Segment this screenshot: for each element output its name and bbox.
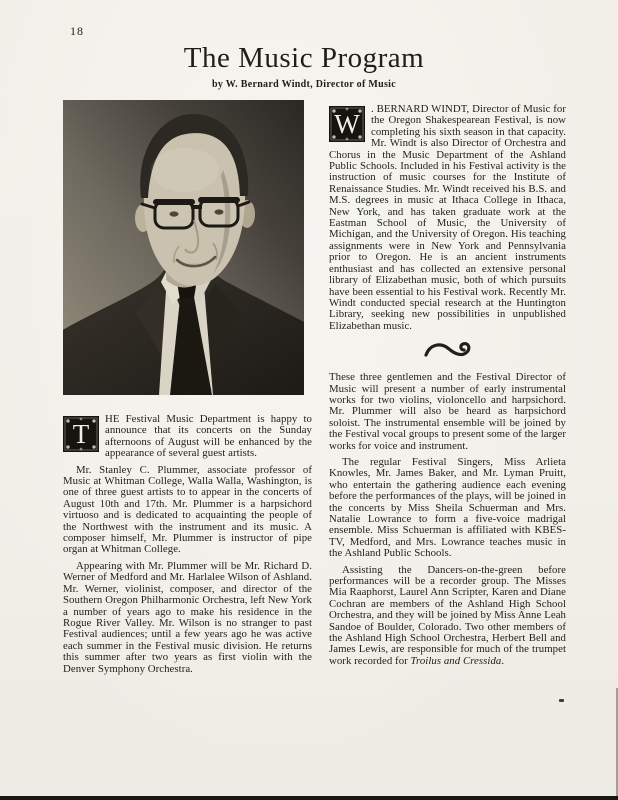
portrait-photo <box>63 100 304 395</box>
portrait-photo-illustration <box>63 100 304 395</box>
swash-divider-icon <box>329 338 566 364</box>
right-column <box>329 104 566 672</box>
paragraph-text: Assisting the Dancers-on-the-green before performances will be a recorder group. The Misses Mia Raaphorst, Laurel Ann Scripter, Karen and Diane Cochran are members of the Ashland High School Orchestra, and they will be joined by Miss Anne Leah Sandoe of Boulder, Colorado. Two other members of the Ashland High School Orchestra, Herbert Bell and James Lewis, are responsible for much of the trumpet work recorded for <box>329 563 566 667</box>
paragraph-festival-singers: The regular Festival Singers, Miss Arlieta Knowles, Mr. James Baker, and Mr. Lyman Pruitt, who entertain the gathering audience each evening before the performances of the plays, will be joined in the concerts by Miss Sheila Schuerman and Mrs. Natalie Lowrance to form a five-voice madrigal ensemble. Miss Schuerman is affiliated with KBES-TV, Medford, and Mrs. Lowrance teaches music in the Ashland Public Schools. <box>329 455 566 560</box>
paragraph-plummer: Mr. Stanley C. Plummer, associate professor of Music at Whitman College, Walla Walla, Washington, is one of three guest artists to to appear in the concerts of August 10th and 17th. Mr. Plummer is a harpsichord virtuoso and is dedicated to acquainting the people of the Northwest with the instrument and its music. A composer himself, Mr. Plummer is instructor of pipe organ at Whitman College. <box>63 463 312 556</box>
scan-speck <box>559 699 564 702</box>
book-title: Troilus and Cressida <box>410 654 502 667</box>
page-title: The Music Program <box>183 42 425 74</box>
paragraph-werner-wilson: Appearing with Mr. Plummer will be Mr. Richard D. Werner of Medford and Mr. Harlalee Wilson of Ashland. Mr. Werner, violinist, composer, and director of the Southern Oregon Philharmonic Orchestra, left New York a number of years ago to make his residence in the Rogue River Valley. Mr. Wilson is no stranger to past Festival audiences; until a few years ago he was active each summer in the Festival music division. He returns this summer after two years as first violin with the Denver Symphony Orchestra. <box>63 559 312 675</box>
paragraph-recorder-group <box>329 565 566 668</box>
ornate-initial-t: T <box>63 416 99 452</box>
paragraph-festival-announcement <box>63 414 312 460</box>
ornate-initial-w: W <box>329 106 365 142</box>
paragraph-concert-program: These three gentlemen and the Festival Director of Music will present a number of early instrumental works for two violins, violoncello and harpsichord. Mr. Plummer will also be heard as harpsichord soloist. The instrumental ensemble will be joined by the Festival vocal groups to present some of the larger works for voice and instrument. <box>329 371 566 452</box>
paragraph-windt-bio <box>329 104 566 332</box>
byline: by W. Bernard Windt, Director of Music <box>211 79 396 90</box>
left-column <box>63 100 312 680</box>
paragraph-text-end: . <box>501 654 505 667</box>
page-number: 18 <box>70 24 84 38</box>
paragraph-text: . BERNARD WINDT, Director of Music for the Oregon Shakespearean Festival, is now completing his sixth season in that capacity. Mr. Windt is also Director of Orchestra and Chorus in the Music Department of the Ashland Public Schools. Included in his Festival activity is the instruction of music courses for the Institute of Renaissance Studies. Mr. Windt received his B.S. and M.S. degrees in music at Ithaca College in Ithaca, New York, and has taken graduate work at the Eastman School of Music, the University of Michigan, and the University of Oregon. His teaching assignments were in New York and Pennsylvania prior to Oregon. He is an ancient instruments enthusiast and has collected an extensive personal library of Elizabethan music, both of which pursuits have been essential to his Festival work. Recently Mr. Windt conducted special research at the Huntington Library, seeking new possibilities in unpublished Elizabethan music. <box>329 103 566 332</box>
paragraph-text: HE Festival Music Department is happy to announce that its concerts on the Sunday afternoons of August will be enhanced by the appearance of several guest artists. <box>105 413 312 460</box>
scan-edge-bottom <box>0 796 618 800</box>
